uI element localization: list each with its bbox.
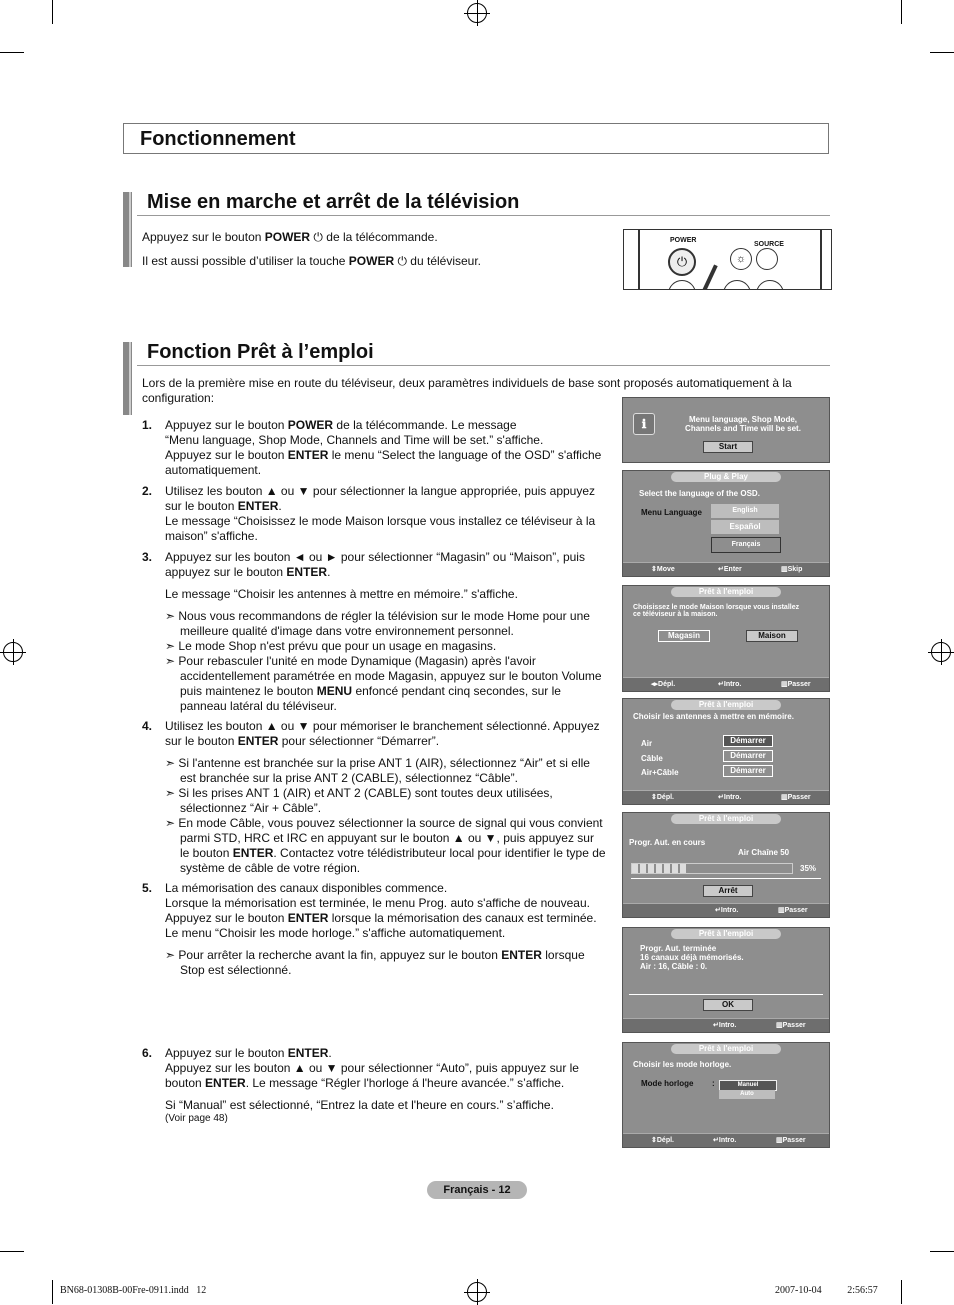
osd-clock-screen: Prêt à l'emploi Choisir les mode horloge. Mode horloge : Manuel Auto ⇕ Dépl. ↵ Intro. ▥ Passer — [622, 1042, 830, 1148]
print-date: 2007-10-04 ￿￿ 2:56:57 — [775, 1285, 878, 1296]
start-button[interactable]: Start — [703, 441, 753, 453]
registration-mark-icon — [3, 642, 23, 662]
step-3: Appuyez sur les bouton ◄ ou ► pour sélectionner “Magasin” ou “Maison”, puis appuyez sur le bouton ENTER. Le message “Choisir les antennes à mettre en mémoire.” s'affiche. ➣ Nous vous recommandons de régler la télévision sur le mode Home pour une meilleure qualité d'image dans votre environnement personnel. ➣ Le mode Shop n'est prévu que pour un usage en magasins. ➣ Pour rebasculer l'unité en mode Dynamique (Magasin) après l'avoir accidentellement paramétrée en mode Magasin, appuyez sur le bouton Volume puis maintenez le bouton MENU enfoncé pendant cinq secondes, sur le panneau latéral du téléviseur. — [165, 550, 610, 714]
osd-start-screen: ℹ Menu language, Shop Mode, Channels and Time will be set. Start — [622, 397, 830, 463]
registration-mark-icon — [467, 1282, 487, 1302]
power-icon: ⏻ — [394, 254, 411, 268]
section-title: Fonction Prêt à l’emploi — [147, 341, 374, 363]
start-air-button[interactable]: Démarrer — [723, 735, 773, 747]
ok-button[interactable]: OK — [703, 999, 753, 1011]
section-title: Mise en marche et arrêt de la télévision — [147, 191, 520, 213]
registration-mark-icon — [467, 3, 487, 23]
info-icon: ℹ — [633, 413, 655, 435]
light-icon: ☼ — [730, 248, 752, 270]
step-2: Utilisez les bouton ▲ ou ▼ pour sélectionner la langue appropriée, puis appuyez sur le bouton ENTER. Le message “Choisissez le mode Maison lorsque vous installez ce téléviseur à la maison” s'affiche. — [165, 484, 596, 543]
osd-mode-screen: Prêt à l'emploi Choisissez le mode Maison lorsque vous installez ce téléviseur à la maison. Magasin Maison ◂▸ Dépl. ↵ Intro. ▥ Passer — [622, 585, 830, 692]
step-5: La mémorisation des canaux disponibles commence. Lorsque la mémorisation est terminée, le menu Prog. auto s'affiche de nouveau. Appuyez sur le bouton ENTER lorsque la mémorisation des canaux est terminée. Le menu “Choisir les mode horloge.” s'affiche automatiquement. ➣ Pour arrêter la recherche avant la fin, appuyez sur le bouton ENTER lorsque Stop est sélectionné. — [165, 881, 610, 978]
file-name: BN68-01308B-00Fre-0911.indd 12 — [60, 1285, 207, 1296]
power-icon: ⏻ — [310, 230, 327, 244]
power-instruction: Appuyez sur le bouton POWER ⏻ de la télécommande. — [142, 230, 438, 244]
intro-text: Lors de la première mise en route du téléviseur, deux paramètres individuels de base sont proposés automatiquement à la configuration: — [142, 376, 792, 405]
osd-done-screen: Prêt à l'emploi Progr. Aut. terminée 16 canaux déjà mémorisés. Air : 16, Câble : 0. OK ↵ Intro. ▥ Passer — [622, 927, 830, 1033]
power-button-icon: ⏻ — [668, 248, 696, 276]
stop-button[interactable]: Arrêt — [703, 885, 753, 897]
step-1: Appuyez sur le bouton POWER de la télécommande. Le message “Menu language, Shop Mode, Channels and Time will be set.” s'affiche. Appuyez sur le bouton ENTER le menu “Select the language of the OSD” s'affiche automatiquement. — [165, 418, 602, 477]
page-number-badge: Français - 12 — [427, 1181, 527, 1199]
magasin-option[interactable]: Magasin — [658, 630, 710, 642]
start-cable-button[interactable]: Démarrer — [723, 750, 773, 762]
start-aircable-button[interactable]: Démarrer — [723, 765, 773, 777]
progress-bar — [631, 863, 793, 874]
maison-option[interactable]: Maison — [746, 630, 798, 642]
power-tv-instruction: Il est aussi possible d’utiliser la touche POWER ⏻ du téléviseur. — [142, 254, 482, 268]
source-button-icon — [756, 248, 778, 270]
step-6: Appuyez sur le bouton ENTER. Appuyez sur les bouton ▲ ou ▼ pour sélectionner “Auto”, puis appuyez sur le bouton ENTER. Le message “Régler l'horloge á l'heure avancée.” s’affiche. Si “Manual” est sélectionné, “Entrez la date et l'heure en cours.” s’affiche. (Voir page 48) — [165, 1046, 579, 1124]
osd-progress-screen: Prêt à l'emploi Progr. Aut. en cours Air Chaîne 50 35% Arrêt ↵ Intro. ▥ Passer — [622, 812, 830, 918]
remote-illustration: POWER SOURCE ⏻ ☼ — [623, 229, 832, 290]
registration-mark-icon — [931, 642, 951, 662]
step-4: Utilisez les bouton ▲ ou ▼ pour mémoriser le branchement sélectionné. Appuyez sur le bouton ENTER pour sélectionner “Démarrer”. ➣ Si l'antenne est branchée sur la prise ANT 1 (AIR), sélectionnez “Air” et si elle est branchée sur la prise ANT 2 (CABLE), sélectionnez “Câble”. ➣ Si les prises ANT 1 (AIR) et ANT 2 (CABLE) sont toutes deux utilisées, sélectionnez “Air + Câble”. ➣ En mode Câble, vous pouvez sélectionner la source de signal qui vous convient parmi STD, HRC et IRC en appuyant sur le bouton ▲ ou ▼, puis appuyez sur le bouton ENTER. Contactez votre télédistributeur local pour identifier le type de système de câble de votre région. — [165, 719, 610, 876]
chapter-title: Fonctionnement — [123, 123, 829, 154]
osd-antenna-screen: Prêt à l'emploi Choisir les antennes à mettre en mémoire. Air Câble Air+Câble Démarrer Démarrer Démarrer ⇕ Dépl. ↵ Intro. ▥ Passer — [622, 698, 830, 805]
osd-language-screen: Plug & Play Select the language of the OSD. Menu Language English Español Français ⇕ Move ↵ Enter ▥ Skip — [622, 470, 830, 577]
